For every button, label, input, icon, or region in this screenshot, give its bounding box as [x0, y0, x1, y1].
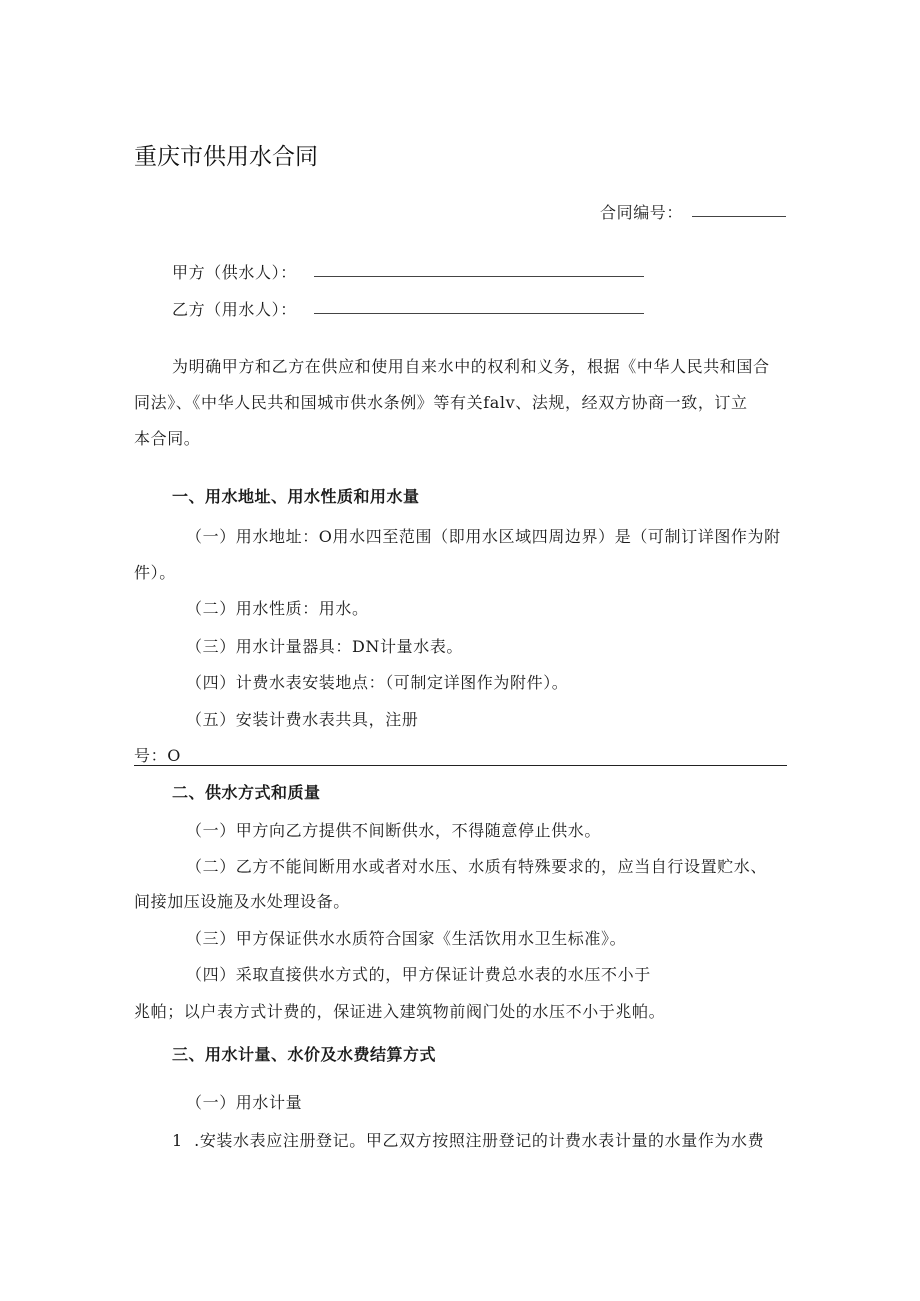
section-1-item-1-line-1: （一）用水地址：O用水四至范围（即用水区域四周边界）是（可制订详图作为附 — [186, 527, 781, 546]
document-title: 重庆市供用水合同 — [134, 144, 318, 170]
section-3-subheading-1: （一）用水计量 — [186, 1093, 303, 1112]
section-1-item-2: （二）用水性质：用水。 — [186, 599, 369, 618]
preamble-line-2: 同法》、《中华人民共和国城市供水条例》等有关falv、法规，经双方协商一致，订立 — [134, 393, 748, 412]
section-2-item-2-line-1: （二）乙方不能间断用水或者对水压、水质有特殊要求的，应当自行设置贮水、 — [186, 857, 768, 876]
preamble-line-3: 本合同。 — [134, 429, 201, 448]
section-2-item-4-line-1: （四）采取直接供水方式的，甲方保证计费总水表的水压不小于 — [186, 965, 651, 984]
section-1-item-3: （三）用水计量器具：DN计量水表。 — [186, 637, 464, 656]
party-b-label: 乙方（用水人）： — [172, 300, 297, 319]
section-1-heading: 一、用水地址、用水性质和用水量 — [172, 487, 420, 506]
section-2-item-1: （一）甲方向乙方提供不间断供水，不得随意停止供水。 — [186, 821, 602, 840]
section-1-item-1-line-2: 件）。 — [134, 563, 176, 582]
section-1-item-5-line-1: （五）安装计费水表共具，注册 — [186, 710, 419, 729]
section-3-clause-1: 1 .安装水表应注册登记。甲乙双方按照注册登记的计费水表计量的水量作为水费 — [172, 1131, 765, 1150]
section-1-item-4: （四）计费水表安装地点：（可制定详图作为附件）。 — [186, 673, 569, 692]
section-1-item-5-line-2: 号：O — [134, 746, 181, 765]
section-divider-rule — [134, 765, 787, 766]
contract-number-label: 合同编号： — [600, 203, 684, 222]
party-b-blank[interactable] — [314, 313, 644, 314]
contract-number-blank[interactable] — [692, 216, 786, 217]
party-a-blank[interactable] — [314, 276, 644, 277]
section-3-heading: 三、用水计量、水价及水费结算方式 — [172, 1045, 437, 1064]
section-2-heading: 二、供水方式和质量 — [172, 783, 321, 802]
section-2-item-4-line-2: 兆帕；以户表方式计费的，保证进入建筑物前阀门处的水压不小于兆帕。 — [134, 1002, 666, 1021]
party-a-label: 甲方（供水人）： — [172, 263, 297, 282]
section-2-item-3: （三）甲方保证供水水质符合国家《生活饮用水卫生标准》。 — [186, 929, 627, 948]
preamble-line-1: 为明确甲方和乙方在供应和使用自来水中的权利和义务，根据《中华人民共和国合 — [172, 357, 770, 376]
section-2-item-2-line-2: 间接加压设施及水处理设备。 — [134, 892, 350, 911]
